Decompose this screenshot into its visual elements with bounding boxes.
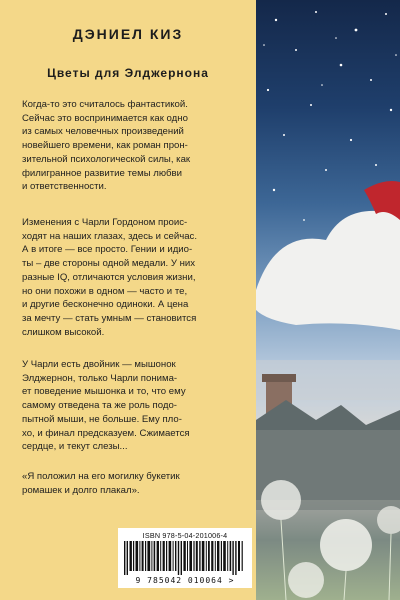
barcode-icon [124, 541, 246, 575]
barcode-digits: 9 785042 010064 > [135, 576, 235, 585]
book-title: Цветы для Элджернона [47, 66, 209, 80]
author-name: ДЭНИЕЛ КИЗ [72, 26, 184, 42]
barcode-box [118, 528, 252, 588]
cloud [256, 211, 400, 330]
isbn-text: ISBN 978-5-04-201006-4 [142, 531, 228, 540]
quote-paragraph: «Я положил на его могилку букетик ромашек и долго плакал». [22, 471, 180, 496]
paragraph-2: Изменения с Чарли Гордоном проис- ходят на наших глазах, здесь и сейчас. А в итоге — все просто. Гении и идио- ты – две стороны одной медали. У них разные IQ, отличаются условия жизни, но они похожи в одном — часто и те, и другие бесконечно одиноки. А цена за мечту — стать умным — становится слишком высокой. [22, 217, 197, 338]
cover-illustration [256, 0, 400, 600]
paragraph-1: Когда-то это считалось фантастикой. Сейчас это воспринимается как одно из самых человечных произведений новейшего времени, как роман прон- зительной психологической силы, как филигранное развитие темы любви и ответственности. [22, 99, 191, 193]
paragraph-3: У Чарли есть двойник — мышонок Элджернон, только Чарли понима- ет поведение мышонка и то, что ему самому отведена та же роль подо- пытной мыши, не больше. Ему пло- хо, и финал предсказуем. Сжимается сердце, и текут слезы... [22, 359, 190, 453]
illustration-svg [256, 0, 400, 600]
